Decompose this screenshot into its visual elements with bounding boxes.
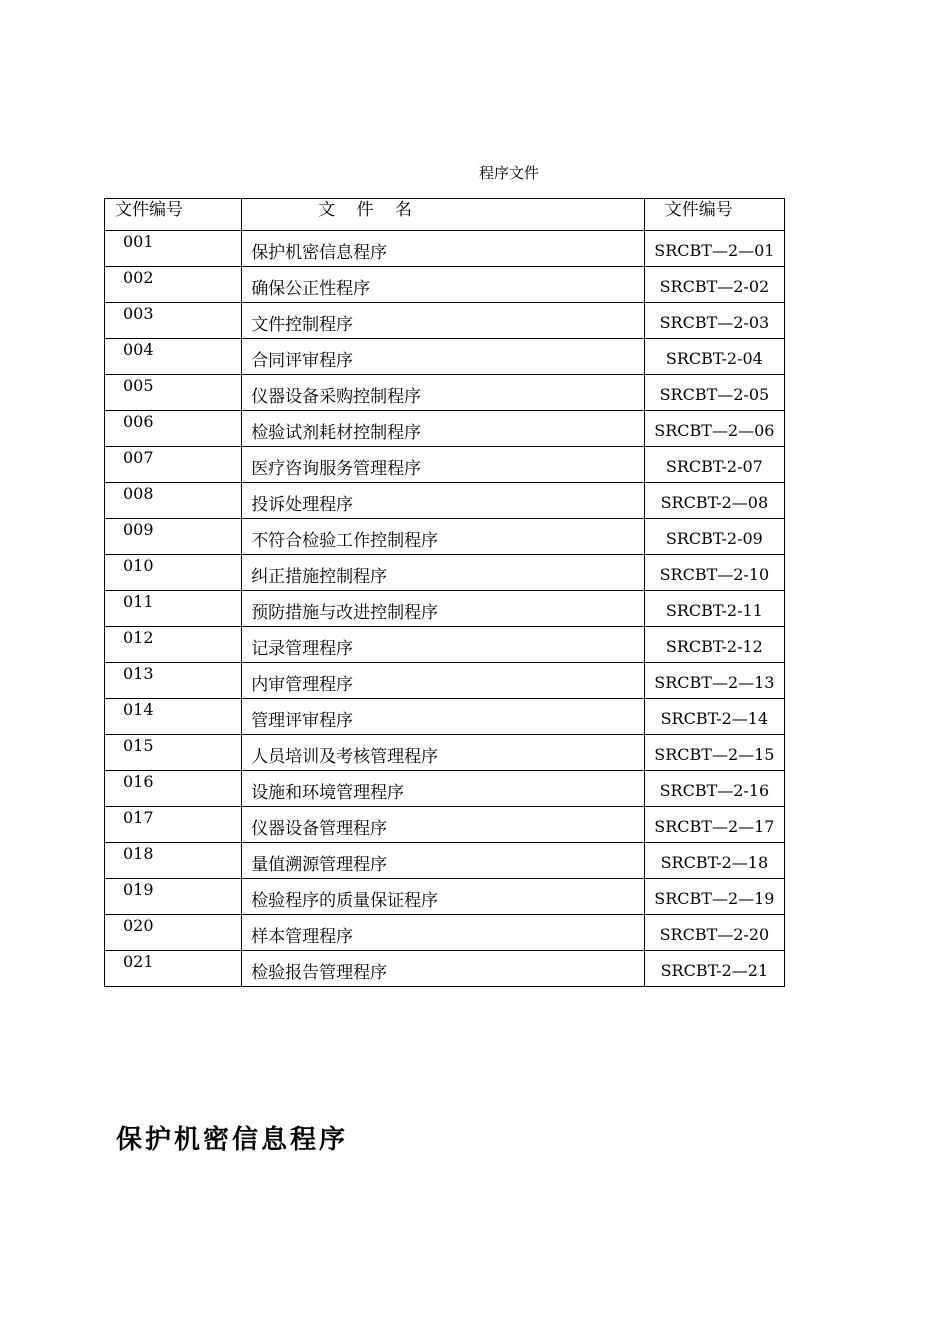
- cell-file-code: SRCBT—2-05: [644, 375, 784, 411]
- table-row: [105, 915, 785, 951]
- cell-file-number: 005: [105, 375, 242, 411]
- table-row: [105, 555, 785, 591]
- header-file-name: 文 件 名: [242, 199, 645, 231]
- cell-file-number: 008: [105, 483, 242, 519]
- cell-file-name: 设施和环境管理程序: [242, 771, 645, 807]
- cell-file-name: 检验试剂耗材控制程序: [242, 411, 645, 447]
- cell-file-name: 不符合检验工作控制程序: [242, 519, 645, 555]
- cell-file-code: SRCBT—2—19: [644, 879, 784, 915]
- cell-file-code: SRCBT-2-12: [644, 627, 784, 663]
- procedure-file-table: [104, 198, 785, 987]
- cell-file-name: 内审管理程序: [242, 663, 645, 699]
- cell-file-code: SRCBT-2-04: [644, 339, 784, 375]
- table-row: [105, 771, 785, 807]
- cell-file-code: SRCBT-2—08: [644, 483, 784, 519]
- cell-file-code: SRCBT—2-10: [644, 555, 784, 591]
- cell-file-number: 019: [105, 879, 242, 915]
- cell-file-number: 011: [105, 591, 242, 627]
- cell-file-number: 017: [105, 807, 242, 843]
- cell-file-number: 012: [105, 627, 242, 663]
- cell-file-code: SRCBT-2-07: [644, 447, 784, 483]
- document-caption: 程序文件: [478, 164, 539, 182]
- cell-file-code: SRCBT—2-20: [644, 915, 784, 951]
- cell-file-name: 纠正措施控制程序: [242, 555, 645, 591]
- cell-file-name: 预防措施与改进控制程序: [242, 591, 645, 627]
- cell-file-name: 管理评审程序: [242, 699, 645, 735]
- cell-file-code: SRCBT—2—17: [644, 807, 784, 843]
- cell-file-name: 确保公正性程序: [242, 267, 645, 303]
- cell-file-number: 015: [105, 735, 242, 771]
- cell-file-name: 量值溯源管理程序: [242, 843, 645, 879]
- cell-file-number: 004: [105, 339, 242, 375]
- table-row: [105, 843, 785, 879]
- cell-file-name: 检验程序的质量保证程序: [242, 879, 645, 915]
- table-row: [105, 951, 785, 987]
- header-file-number: 文件编号: [105, 199, 242, 231]
- cell-file-name: 人员培训及考核管理程序: [242, 735, 645, 771]
- table-row: [105, 267, 785, 303]
- header-file-code: 文件编号: [644, 199, 784, 231]
- cell-file-number: 021: [105, 951, 242, 987]
- cell-file-code: SRCBT—2—13: [644, 663, 784, 699]
- cell-file-number: 007: [105, 447, 242, 483]
- cell-file-number: 006: [105, 411, 242, 447]
- cell-file-name: 合同评审程序: [242, 339, 645, 375]
- table-row: [105, 231, 785, 267]
- cell-file-number: 002: [105, 267, 242, 303]
- table-row: [105, 627, 785, 663]
- table-row: [105, 339, 785, 375]
- cell-file-code: SRCBT-2-11: [644, 591, 784, 627]
- cell-file-number: 013: [105, 663, 242, 699]
- table-row: [105, 303, 785, 339]
- cell-file-number: 018: [105, 843, 242, 879]
- cell-file-code: SRCBT-2—18: [644, 843, 784, 879]
- table-row: [105, 519, 785, 555]
- cell-file-code: SRCBT—2—15: [644, 735, 784, 771]
- table-row: [105, 411, 785, 447]
- cell-file-name: 检验报告管理程序: [242, 951, 645, 987]
- cell-file-code: SRCBT—2-02: [644, 267, 784, 303]
- cell-file-code: SRCBT—2-16: [644, 771, 784, 807]
- table-row: [105, 483, 785, 519]
- cell-file-code: SRCBT-2—14: [644, 699, 784, 735]
- cell-file-name: 文件控制程序: [242, 303, 645, 339]
- cell-file-code: SRCBT—2—01: [644, 231, 784, 267]
- cell-file-name: 投诉处理程序: [242, 483, 645, 519]
- cell-file-code: SRCBT—2-03: [644, 303, 784, 339]
- cell-file-name: 记录管理程序: [242, 627, 645, 663]
- cell-file-number: 010: [105, 555, 242, 591]
- cell-file-number: 001: [105, 231, 242, 267]
- table-row: [105, 663, 785, 699]
- table-row: [105, 375, 785, 411]
- cell-file-number: 009: [105, 519, 242, 555]
- table-row: [105, 807, 785, 843]
- cell-file-name: 仪器设备管理程序: [242, 807, 645, 843]
- table-row: [105, 699, 785, 735]
- cell-file-code: SRCBT-2-09: [644, 519, 784, 555]
- table-header-row: [105, 199, 785, 231]
- cell-file-number: 020: [105, 915, 242, 951]
- table-body: [105, 231, 785, 987]
- cell-file-number: 014: [105, 699, 242, 735]
- cell-file-name: 保护机密信息程序: [242, 231, 645, 267]
- table-row: [105, 879, 785, 915]
- cell-file-code: SRCBT-2—21: [644, 951, 784, 987]
- section-heading: 保护机密信息程序: [116, 1125, 349, 1155]
- cell-file-number: 016: [105, 771, 242, 807]
- cell-file-name: 医疗咨询服务管理程序: [242, 447, 645, 483]
- table-row: [105, 735, 785, 771]
- cell-file-name: 仪器设备采购控制程序: [242, 375, 645, 411]
- cell-file-number: 003: [105, 303, 242, 339]
- cell-file-code: SRCBT—2—06: [644, 411, 784, 447]
- cell-file-name: 样本管理程序: [242, 915, 645, 951]
- table-row: [105, 591, 785, 627]
- table-row: [105, 447, 785, 483]
